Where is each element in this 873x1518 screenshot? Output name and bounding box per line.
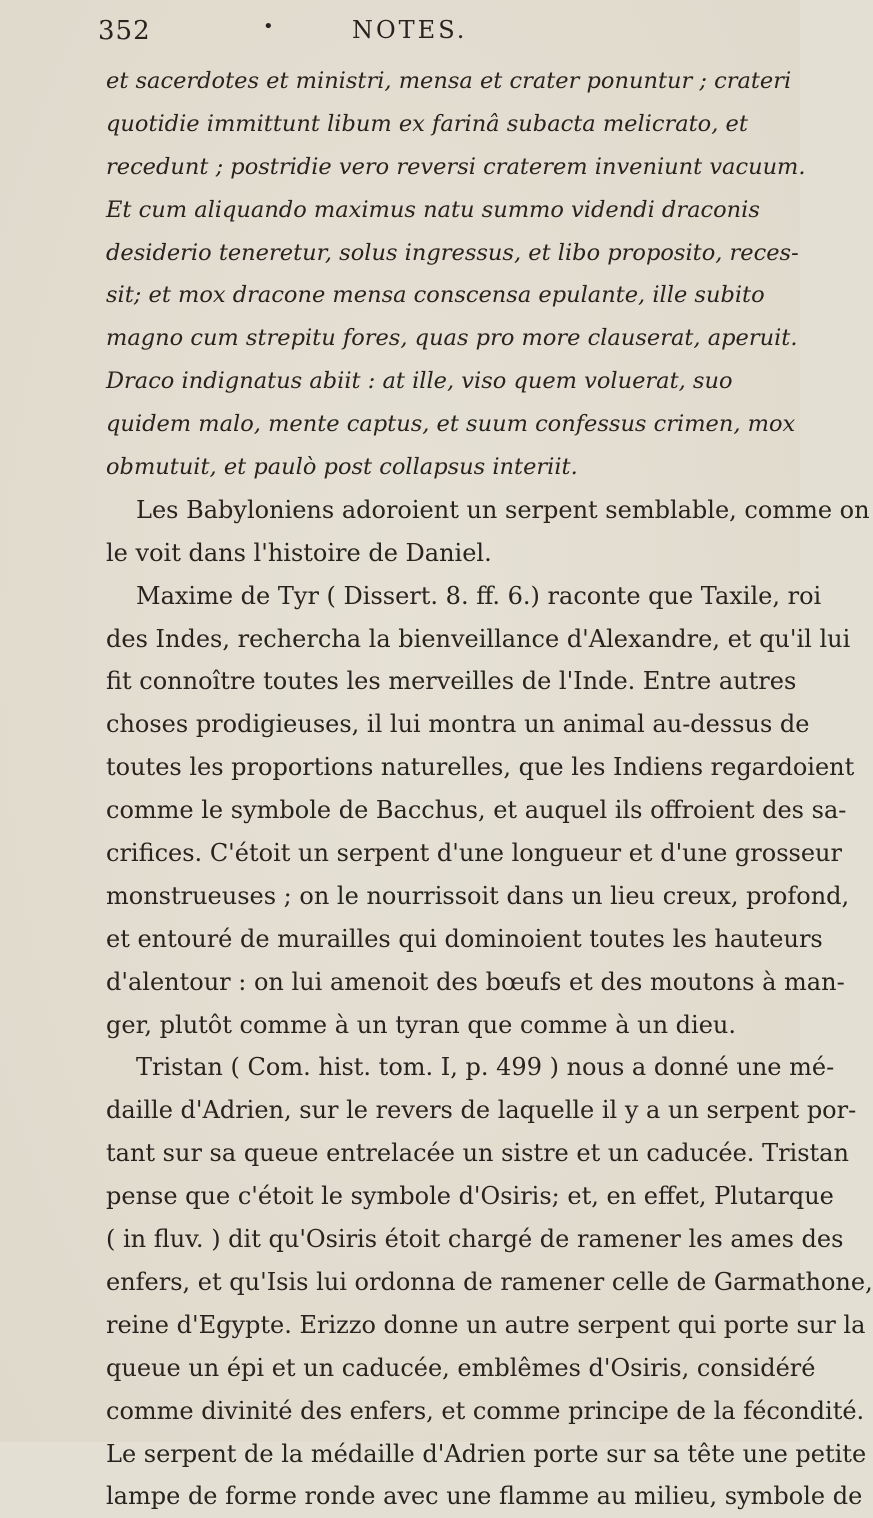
text-line: monstrueuses ; on le nourrissoit dans un lieu creux, profond, xyxy=(106,881,850,910)
body-text xyxy=(106,60,873,1518)
text-line: Les Babyloniens adoroient un serpent semblable, comme on xyxy=(136,495,870,524)
text-line: et sacerdotes et ministri, mensa et crater ponuntur ; crateri xyxy=(106,68,792,94)
text-line: Et cum aliquando maximus natu summo videndi draconis xyxy=(106,196,760,223)
text-line: desiderio teneretur, solus ingressus, et libo proposito, reces- xyxy=(106,239,799,266)
paragraph-babyloniens xyxy=(106,489,870,575)
running-title: NOTES. xyxy=(352,16,468,44)
text-line: Maxime de Tyr ( Dissert. 8. ff. 6.) raconte que Taxile, roi xyxy=(136,581,822,610)
text-line: enfers, et qu'Isis lui ordonna de ramener celle de Garmathone, xyxy=(106,1267,873,1296)
text-line: reine d'Egypte. Erizzo donne un autre serpent qui porte sur la xyxy=(106,1310,866,1339)
text-line: ( in fluv. ) dit qu'Osiris étoit chargé de ramener les ames des xyxy=(106,1225,844,1254)
text-line: toutes les proportions naturelles, que les Indiens regardoient xyxy=(106,753,855,782)
text-line: des Indes, rechercha la bienveillance d'Alexandre, et qu'il lui xyxy=(106,624,851,653)
text-line: tant sur sa queue entrelacée un sistre et un caducée. Tristan xyxy=(106,1139,849,1168)
text-line: sit; et mox dracone mensa conscensa epulante, ille subito xyxy=(106,282,765,309)
text-line: ger, plutôt comme à un tyran que comme à un dieu. xyxy=(106,1010,737,1039)
text-line: daille d'Adrien, sur le revers de laquelle il y a un serpent por- xyxy=(106,1096,857,1125)
page-number: 352 xyxy=(98,16,151,46)
page-header xyxy=(0,12,800,52)
text-line: comme divinité des enfers, et comme principe de la fécondité. xyxy=(106,1396,865,1425)
text-line: pense que c'étoit le symbole d'Osiris; et, en effet, Plutarque xyxy=(106,1182,834,1211)
latin-quotation xyxy=(106,60,806,489)
paragraph-tristan xyxy=(106,1046,873,1518)
text-line: Draco indignatus abiit : at ille, viso quem voluerat, suo xyxy=(106,368,733,395)
text-line: d'alentour : on lui amenoit des bœufs et des moutons à man- xyxy=(106,967,845,996)
text-line: et entouré de murailles qui dominoient toutes les hauteurs xyxy=(106,924,823,953)
text-line: quidem malo, mente captus, et suum confessus crimen, mox xyxy=(106,411,796,438)
text-line: Le serpent de la médaille d'Adrien porte sur sa tête une petite xyxy=(106,1439,867,1468)
text-line: obmutuit, et paulò post collapsus interiit. xyxy=(106,454,578,481)
text-line: le voit dans l'histoire de Daniel. xyxy=(106,538,492,567)
text-line: comme le symbole de Bacchus, et auquel ils offroient des sa- xyxy=(106,796,847,825)
text-line: recedunt ; postridie vero reversi craterem inveniunt vacuum. xyxy=(106,153,806,180)
text-line: lampe de forme ronde avec une flamme au milieu, symbole de xyxy=(106,1482,863,1511)
text-line: queue un épi et un caducée, emblêmes d'Osiris, considéré xyxy=(106,1353,816,1382)
text-line: Tristan ( Com. hist. tom. I, p. 499 ) nous a donné une mé- xyxy=(136,1053,835,1082)
text-line: fit connoître toutes les merveilles de l'Inde. Entre autres xyxy=(106,667,797,696)
text-line: magno cum strepitu fores, quas pro more clauserat, aperuit. xyxy=(106,325,798,352)
text-line: quotidie immittunt libum ex farinâ subacta melicrato, et xyxy=(106,110,748,137)
paragraph-maxime-de-tyr xyxy=(106,575,855,1047)
header-ornament: • xyxy=(263,16,274,37)
text-line: choses prodigieuses, il lui montra un animal au-dessus de xyxy=(106,710,810,739)
text-line: crifices. C'étoit un serpent d'une longueur et d'une grosseur xyxy=(106,839,842,868)
